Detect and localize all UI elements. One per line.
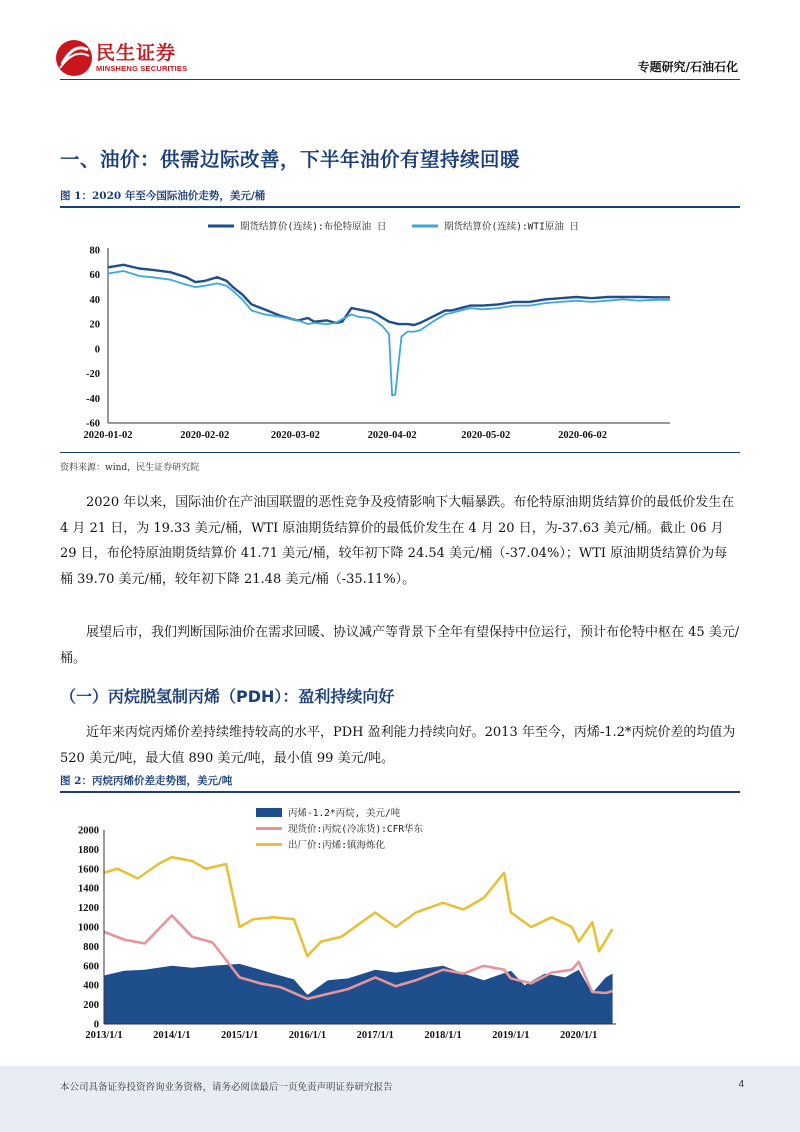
paragraph-1: 2020 年以来，国际油价在产油国联盟的恶性竞争及疫情影响下大幅暴跌。布伦特原油期货结算价的最低价发生在 4 月 21 日，为 19.33 美元/桶，WTI 原油期货结算价的最低价发生在 4 月 20 日，为-37.63 美元/桶。截止 06 月 29 日，布伦特原油期货结算价 41.71 美元/桶，较年初下降 24.54 美元/桶（-37.04%）；WTI 原油期货结算价为每桶 39.70 美元/桶，较年初下降 21.48 美元/桶（-35.11%）。 xyxy=(60,495,735,587)
y-tick-label: 0 xyxy=(94,344,100,356)
y-tick-label: -60 xyxy=(86,418,100,430)
paragraph-3: 近年来丙烷丙烯价差持续维持较高的水平，PDH 盈利能力持续向好。2013 年至今，丙烯-1.2*丙烷价差的均值为 520 美元/吨，最大值 890 美元/吨，最小值 99 美元/吨。 xyxy=(60,725,736,766)
x-tick-label: 2017/1/1 xyxy=(356,1030,394,1041)
y-tick-label: 0 xyxy=(93,1019,99,1031)
figure-source: 资料来源：wind，民生证券研究院 xyxy=(60,463,200,473)
legend-label: 期货结算价(连续):布伦特原油 日 xyxy=(240,221,387,233)
series-line-2 xyxy=(108,271,670,395)
figure-1-bottom-rule xyxy=(60,452,740,453)
company-logo-icon xyxy=(54,38,94,78)
x-tick-label: 2020/1/1 xyxy=(560,1030,598,1041)
y-tick-label: 1200 xyxy=(78,903,99,915)
legend-label: 期货结算价(连续):WTI原油 日 xyxy=(444,221,580,233)
x-tick-label: 2020-01-02 xyxy=(83,430,133,441)
x-tick-label: 2015/1/1 xyxy=(220,1030,259,1041)
series-line-3 xyxy=(104,857,613,956)
series-area-1 xyxy=(104,964,613,1024)
legend-swatch xyxy=(256,808,282,817)
y-tick-label: 2000 xyxy=(78,825,99,837)
oil-price-chart xyxy=(60,210,740,450)
y-tick-label: 40 xyxy=(89,294,100,306)
y-tick-label: 1000 xyxy=(78,922,99,934)
y-tick-label: 400 xyxy=(83,980,99,992)
legend-label: 丙烯-1.2*丙烷, 美元/吨 xyxy=(288,808,401,819)
x-tick-label: 2016/1/1 xyxy=(288,1030,327,1041)
x-tick-label: 2020-02-02 xyxy=(180,430,230,441)
x-tick-label: 2018/1/1 xyxy=(424,1030,462,1041)
footer-disclaimer: 本公司具备证券投资咨询业务资格，请务必阅读最后一页免责声明证券研究报告 xyxy=(60,1082,393,1093)
paragraph-2: 展望后市，我们判断国际油价在需求回暖、协议减产等背景下全年有望保持中位运行，预计布伦特中枢在 45 美元/桶。 xyxy=(60,625,740,666)
page-number: 4 xyxy=(738,1079,744,1090)
legend-label: 现货价:丙烷(冷冻货):CFR华东 xyxy=(288,824,424,835)
report-category: 专题研究/石油石化 xyxy=(637,60,738,74)
x-tick-label: 2014/1/1 xyxy=(153,1030,191,1041)
logo-subtext: MINSHENG SECURITIES xyxy=(96,64,188,73)
y-tick-label: 200 xyxy=(83,1000,99,1012)
y-tick-label: 80 xyxy=(89,245,100,257)
logo-text: 民生证券 xyxy=(96,42,177,64)
figure-2-title: 图 2：丙烷丙烯价差走势图，美元/吨 xyxy=(60,775,233,787)
y-tick-label: 1600 xyxy=(78,864,99,876)
figure-1-top-rule xyxy=(60,206,740,208)
y-tick-label: 1400 xyxy=(78,883,99,895)
legend-label: 出厂价:丙烯:镇海炼化 xyxy=(288,840,385,851)
series-line-1 xyxy=(108,265,670,325)
x-tick-label: 2013/1/1 xyxy=(85,1030,123,1041)
y-tick-label: 20 xyxy=(89,319,100,331)
section-title: 一、油价：供需边际改善，下半年油价有望持续回暖 xyxy=(60,148,521,171)
y-tick-label: -20 xyxy=(86,369,100,381)
x-tick-label: 2020-05-02 xyxy=(461,430,511,441)
x-tick-label: 2020-04-02 xyxy=(367,430,417,441)
y-tick-label: 800 xyxy=(83,941,99,953)
y-tick-label: -40 xyxy=(86,393,100,405)
pdh-spread-chart xyxy=(60,796,740,1046)
figure-1-title: 图 1：2020 年至今国际油价走势，美元/桶 xyxy=(60,190,266,202)
header-divider xyxy=(60,79,740,80)
figure-2-top-rule xyxy=(60,791,740,793)
x-tick-label: 2020-06-02 xyxy=(558,430,608,441)
x-tick-label: 2020-03-02 xyxy=(270,430,320,441)
y-tick-label: 60 xyxy=(89,270,100,282)
page-footer xyxy=(0,1066,800,1132)
y-tick-label: 1800 xyxy=(78,844,99,856)
y-tick-label: 600 xyxy=(83,961,99,973)
subsection-title: （一）丙烷脱氢制丙烯（PDH）：盈利持续向好 xyxy=(60,687,395,706)
x-tick-label: 2019/1/1 xyxy=(492,1030,530,1041)
